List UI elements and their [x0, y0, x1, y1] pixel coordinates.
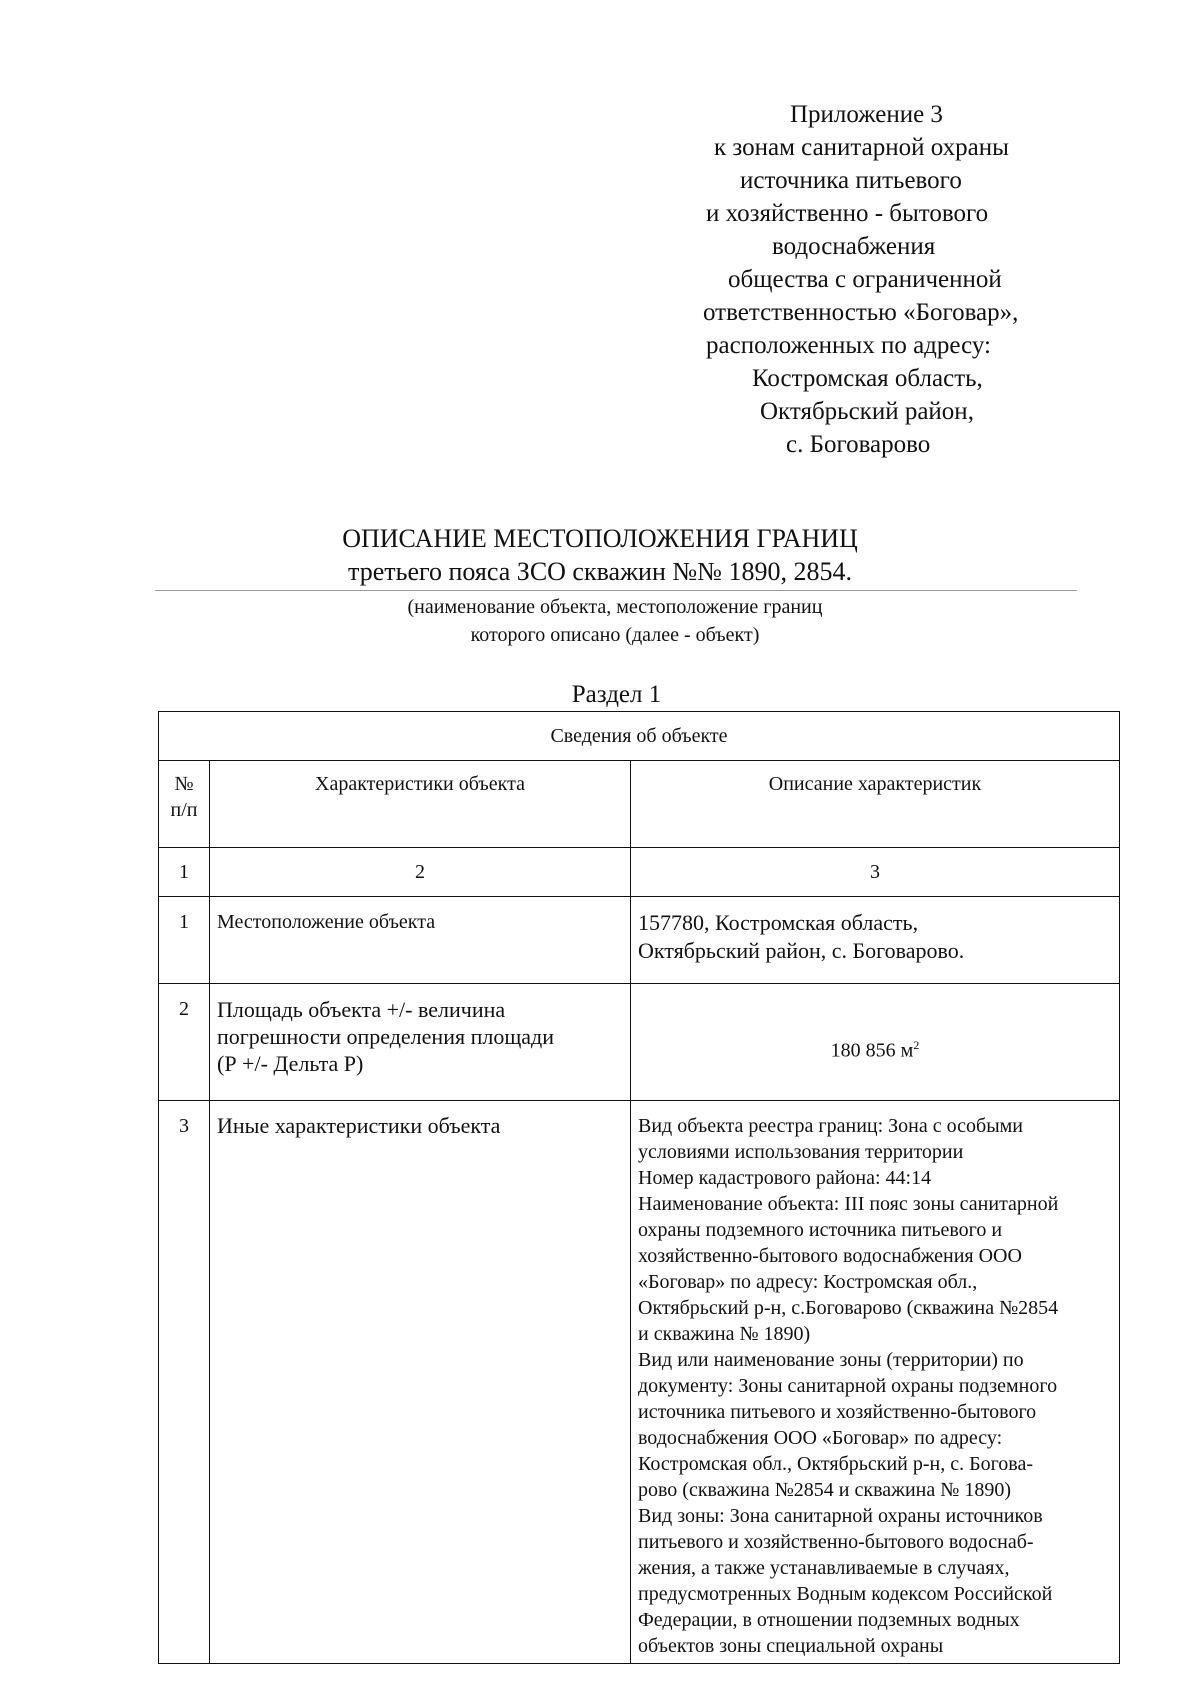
section-title: Раздел 1 [571, 681, 662, 708]
characteristic-line: Площадь объекта +/- величина [217, 997, 506, 1022]
row-description [631, 984, 1120, 1101]
description-line: и скважина № 1890) [638, 1323, 811, 1345]
description-line: Костромская обл., Октябрьский р-н, с. Богова- [638, 1453, 1034, 1475]
column-number: 2 [210, 848, 631, 897]
appendix-line: Приложение 3 [790, 101, 943, 128]
column-number: 3 [631, 848, 1120, 897]
column-number-row [159, 848, 1120, 897]
appendix-line: общества с ограниченной [728, 266, 1002, 293]
description-line: жения, а также устанавливаемые в случаях, [638, 1557, 1010, 1579]
header-description: Описание характеристик [631, 761, 1120, 848]
header-number [159, 761, 210, 848]
row-characteristic: Иные характеристики объекта [210, 1101, 631, 1664]
object-name-note-line: которого описано (далее - объект) [470, 624, 760, 646]
appendix-header [640, 98, 1090, 461]
description-line: рово (скважина №2854 и скважина № 1890) [638, 1479, 1011, 1501]
row-characteristic [210, 984, 631, 1101]
appendix-line: с. Боговарово [786, 431, 931, 458]
description-line: Октябрьский район, с. Боговарово. [638, 938, 965, 963]
characteristic-line: погрешности определения площади [217, 1024, 555, 1049]
area-value: 180 856 м [830, 1039, 914, 1062]
header-characteristics: Характеристики объекта [210, 761, 631, 848]
description-line: 157780, Костромская область, [638, 910, 919, 935]
table-row [159, 984, 1120, 1101]
appendix-line: Костромская область, [752, 365, 983, 392]
header-number-line: № [174, 773, 194, 795]
description-line: Вид или наименование зоны (территории) по [638, 1349, 1024, 1371]
row-description [631, 897, 1120, 984]
object-name-note [0, 593, 1200, 649]
description-line: Вид зоны: Зона санитарной охраны источников [638, 1505, 1043, 1527]
title-underline [155, 590, 1077, 591]
description-line: источника питьевого и хозяйственно-бытового [638, 1401, 1037, 1423]
description-line: «Боговар» по адресу: Костромская обл., [638, 1271, 978, 1293]
object-info-table [158, 711, 1120, 1664]
row-number: 2 [159, 984, 210, 1101]
appendix-line: и хозяйственно - бытового [706, 200, 989, 227]
area-unit-exponent: 2 [913, 1038, 920, 1053]
description-line: хозяйственно-бытового водоснабжения ООО [638, 1245, 1022, 1267]
table-row [159, 897, 1120, 984]
document-subtitle: третьего пояса ЗСО скважин №№ 1890, 2854. [348, 557, 852, 586]
description-line: Наименование объекта: III пояс зоны санитарной [638, 1193, 1059, 1215]
object-name-note-line: (наименование объекта, местоположение границ [407, 596, 823, 618]
description-line: условиями использования территории [638, 1141, 964, 1163]
description-line: Вид объекта реестра границ: Зона с особыми [638, 1115, 1023, 1137]
document-title: ОПИСАНИЕ МЕСТОПОЛОЖЕНИЯ ГРАНИЦ [342, 524, 858, 553]
description-line: объектов зоны специальной охраны [638, 1635, 944, 1657]
description-line: охраны подземного источника питьевого и [638, 1219, 1003, 1241]
characteristic-line: (Р +/- Дельта Р) [217, 1051, 364, 1076]
row-characteristic: Местоположение объекта [210, 897, 631, 984]
description-line: Номер кадастрового района: 44:14 [638, 1167, 932, 1189]
appendix-line: к зонам санитарной охраны [714, 134, 1009, 161]
description-line: предусмотренных Водным кодексом Российской [638, 1583, 1053, 1605]
appendix-line: расположенных по адресу: [706, 332, 991, 359]
row-description [631, 1101, 1120, 1664]
table-header-row [159, 761, 1120, 848]
table-caption: Сведения об объекте [159, 712, 1120, 761]
appendix-line: источника питьевого [740, 167, 962, 194]
table-row [159, 1101, 1120, 1664]
appendix-line: Октябрьский район, [760, 398, 974, 425]
description-line: водоснабжения ООО «Боговар» по адресу: [638, 1427, 1003, 1449]
description-line: Федерации, в отношении подземных водных [638, 1609, 1020, 1631]
description-line: питьевого и хозяйственно-бытового водоснаб- [638, 1531, 1034, 1553]
appendix-line: водоснабжения [772, 233, 936, 260]
description-line: документу: Зоны санитарной охраны подземного [638, 1375, 1058, 1397]
description-line: Октябрьский р-н, с.Боговарово (скважина №2854 [638, 1297, 1059, 1319]
row-number: 1 [159, 897, 210, 984]
row-number: 3 [159, 1101, 210, 1664]
appendix-line: ответственностью «Боговар», [703, 299, 1019, 326]
column-number: 1 [159, 848, 210, 897]
table-caption-row [159, 712, 1120, 761]
header-number-line: п/п [170, 799, 198, 821]
